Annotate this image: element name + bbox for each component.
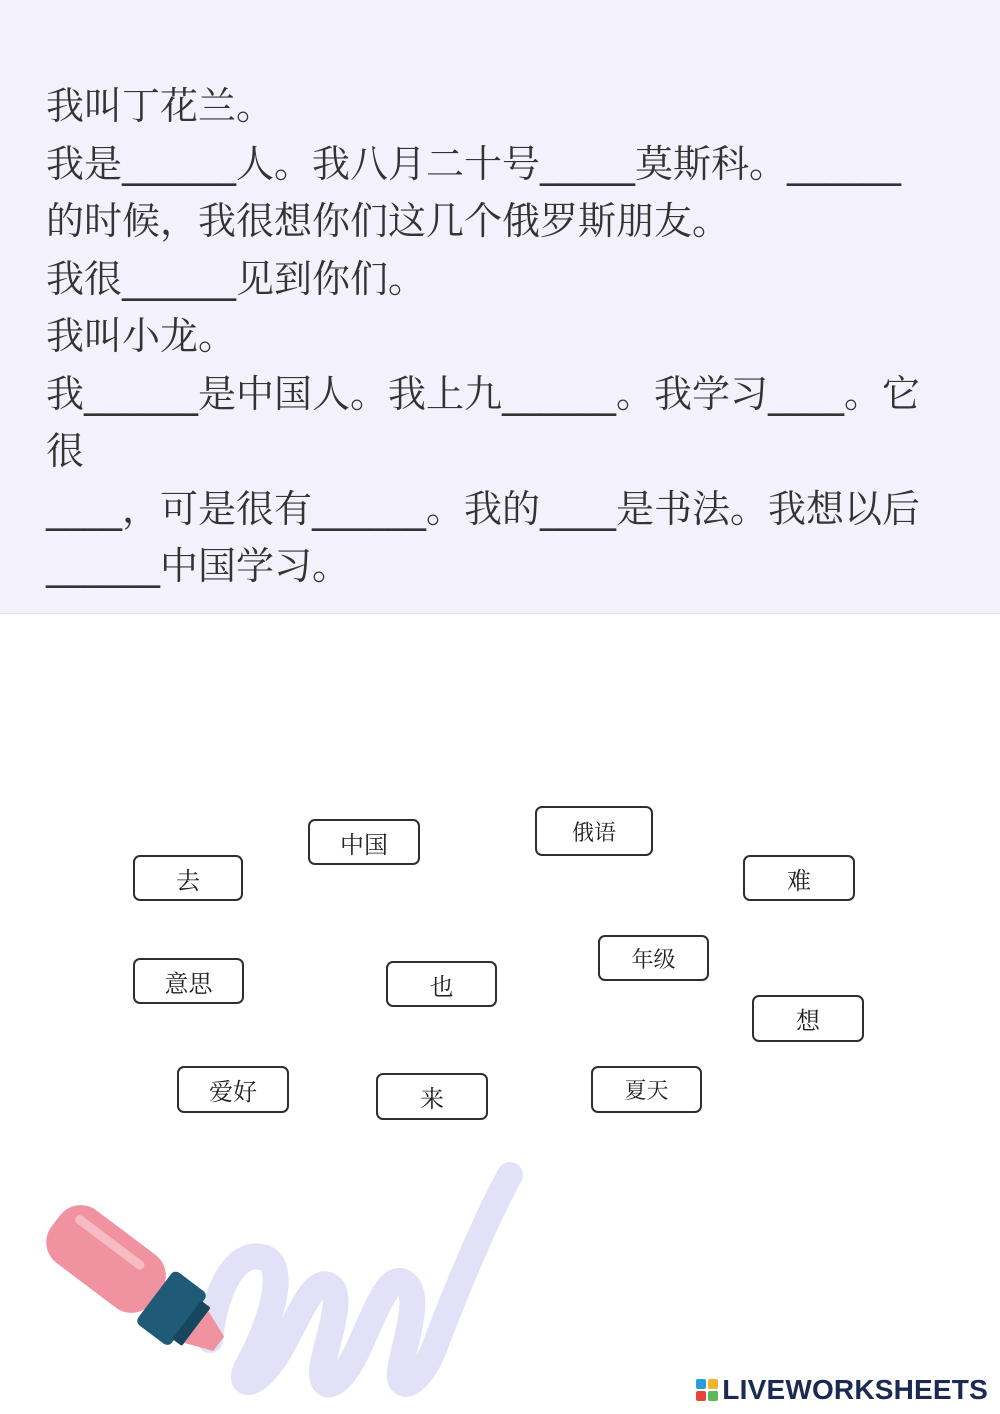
passage-line: 我是______人。我八月二十号_____莫斯科。______	[46, 141, 902, 186]
word-option-eyu[interactable]: 俄语	[535, 806, 653, 856]
passage-line: ______中国学习。	[46, 544, 351, 588]
passage-line: 我很______见到你们。	[46, 256, 427, 301]
word-option-qu[interactable]: 去	[133, 855, 243, 901]
passage-panel	[0, 0, 1000, 614]
passage-line: 我叫丁花兰。	[46, 84, 275, 128]
liveworksheets-logo-icon	[695, 1378, 719, 1402]
word-option-lai[interactable]: 来	[376, 1073, 488, 1120]
word-option-nan[interactable]: 难	[743, 855, 855, 901]
passage-line: 我______是中国人。我上九______。我学习____。它	[46, 371, 921, 416]
word-option-xiang[interactable]: 想	[752, 995, 864, 1042]
word-option-nianji[interactable]: 年级	[598, 935, 709, 981]
passage-line: 的时候，我很想你们这几个俄罗斯朋友。	[46, 199, 731, 243]
brand-name: LIVEWORKSHEETS	[722, 1374, 988, 1405]
highlighter-marker-icon	[40, 1140, 540, 1414]
passage-line: 很	[46, 429, 85, 473]
word-option-yisi[interactable]: 意思	[133, 958, 244, 1004]
liveworksheets-brand	[695, 1374, 988, 1406]
word-option-aihao[interactable]: 爱好	[177, 1066, 289, 1113]
passage-line: ____，可是很有______。我的____是书法。我想以后	[46, 486, 921, 531]
word-option-zhongguo[interactable]: 中国	[308, 819, 420, 865]
passage-line: 我叫小龙。	[46, 314, 237, 358]
word-option-ye[interactable]: 也	[386, 961, 497, 1007]
word-option-xiatian[interactable]: 夏天	[591, 1066, 702, 1113]
scribble-stroke	[210, 1175, 510, 1384]
